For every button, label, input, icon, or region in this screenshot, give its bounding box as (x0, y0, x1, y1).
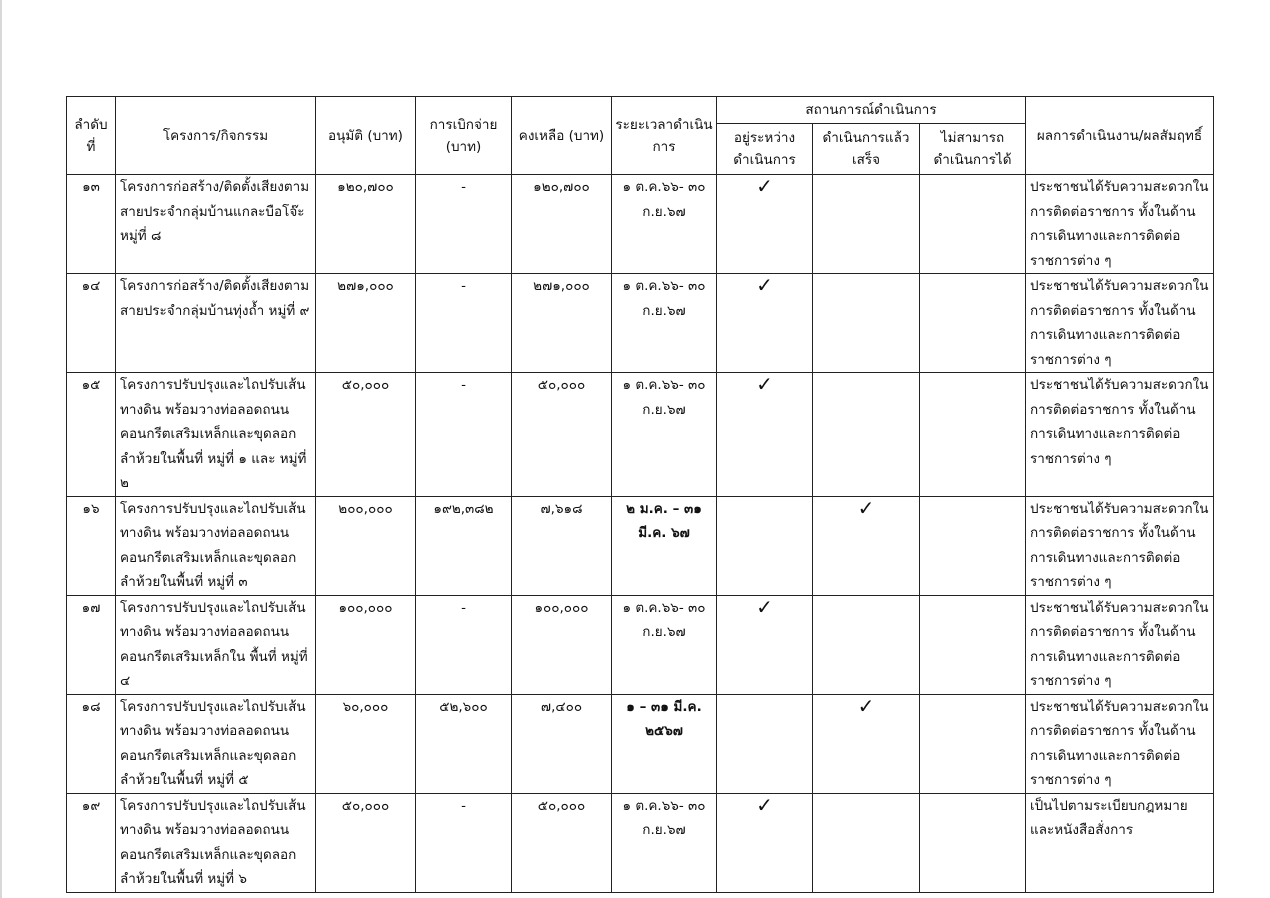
row-status-done (813, 595, 920, 694)
row-disbursed: - (416, 595, 512, 694)
row-seq: ๑๓ (67, 175, 116, 274)
row-status-ongoing (717, 496, 813, 595)
project-status-table (66, 96, 1214, 893)
page-edge (0, 0, 2, 898)
row-approved: ๑๐๐,๐๐๐ (316, 595, 416, 694)
row-result: ประชาชนได้รับความสะดวกในการติดต่อราชการ ทั้งในด้านการเดินทางและการติดต่อราชการต่าง ๆ (1026, 595, 1214, 694)
row-approved: ๑๒๐,๗๐๐ (316, 175, 416, 274)
check-mark-icon: ✓ (857, 495, 875, 520)
row-status-cannot (920, 373, 1026, 497)
row-remaining: ๗,๔๐๐ (512, 694, 612, 793)
row-status-done (813, 496, 920, 595)
row-status-done (813, 274, 920, 373)
table-row (67, 793, 1214, 892)
row-disbursed: - (416, 373, 512, 497)
row-seq: ๑๘ (67, 694, 116, 793)
table-body (67, 175, 1214, 893)
row-status-ongoing (717, 373, 813, 497)
table-row (67, 175, 1214, 274)
row-disbursed: - (416, 274, 512, 373)
row-approved: ๒๐๐,๐๐๐ (316, 496, 416, 595)
header-remaining: คงเหลือ (บาท) (512, 97, 612, 175)
row-status-ongoing (717, 694, 813, 793)
table-row (67, 496, 1214, 595)
header-status-ongoing: อยู่ระหว่างดำเนินการ (717, 124, 813, 175)
row-period: ๑ ต.ค.๖๖- ๓๐ ก.ย.๖๗ (612, 793, 717, 892)
header-approved: อนุมัติ (บาท) (316, 97, 416, 175)
check-mark-icon: ✓ (857, 693, 875, 718)
row-approved: ๕๐,๐๐๐ (316, 793, 416, 892)
row-status-cannot (920, 694, 1026, 793)
row-result: ประชาชนได้รับความสะดวกในการติดต่อราชการ ทั้งในด้านการเดินทางและการติดต่อราชการต่าง ๆ (1026, 496, 1214, 595)
row-status-cannot (920, 175, 1026, 274)
row-project: โครงการปรับปรุงและไถปรับเส้นทางดิน พร้อมวางท่อลอดถนนคอนกรีตเสริมเหล็กและขุดลอกลำห้วยในพื้นที่ หมู่ที่ ๖ (116, 793, 316, 892)
row-disbursed: ๑๙๒,๓๘๒ (416, 496, 512, 595)
row-status-cannot (920, 595, 1026, 694)
row-seq: ๑๕ (67, 373, 116, 497)
row-remaining: ๕๐,๐๐๐ (512, 373, 612, 497)
row-seq: ๑๔ (67, 274, 116, 373)
row-approved: ๕๐,๐๐๐ (316, 373, 416, 497)
table-row (67, 373, 1214, 497)
row-status-done (813, 373, 920, 497)
row-remaining: ๗,๖๑๘ (512, 496, 612, 595)
row-approved: ๖๐,๐๐๐ (316, 694, 416, 793)
row-project: โครงการก่อสร้าง/ติดตั้งเสียงตามสายประจำกลุ่มบ้านทุ่งถ้ำ หมู่ที่ ๙ (116, 274, 316, 373)
row-approved: ๒๗๑,๐๐๐ (316, 274, 416, 373)
row-period: ๑ – ๓๑ มี.ค. ๒๕๖๗ (612, 694, 717, 793)
header-project: โครงการ/กิจกรรม (116, 97, 316, 175)
row-status-done (813, 694, 920, 793)
row-status-cannot (920, 274, 1026, 373)
row-period: ๒ ม.ค. – ๓๑ มี.ค. ๖๗ (612, 496, 717, 595)
row-project: โครงการปรับปรุงและไถปรับเส้นทางดิน พร้อมวางท่อลอดถนนคอนกรีตเสริมเหล็กใน พื้นที่ หมู่ที่ ๔ (116, 595, 316, 694)
row-remaining: ๒๗๑,๐๐๐ (512, 274, 612, 373)
header-status-cannot: ไม่สามารถดำเนินการได้ (920, 124, 1026, 175)
row-disbursed: ๕๒,๖๐๐ (416, 694, 512, 793)
row-period: ๑ ต.ค.๖๖- ๓๐ ก.ย.๖๗ (612, 274, 717, 373)
table-row (67, 694, 1214, 793)
header-seq: ลำดับที่ (67, 97, 116, 175)
row-remaining: ๑๒๐,๗๐๐ (512, 175, 612, 274)
row-seq: ๑๗ (67, 595, 116, 694)
row-status-cannot (920, 793, 1026, 892)
header-disbursed: การเบิกจ่าย (บาท) (416, 97, 512, 175)
row-remaining: ๕๐,๐๐๐ (512, 793, 612, 892)
check-mark-icon: ✓ (756, 792, 773, 817)
row-status-done (813, 793, 920, 892)
row-result: ประชาชนได้รับความสะดวกในการติดต่อราชการ ทั้งในด้านการเดินทางและการติดต่อราชการต่าง ๆ (1026, 694, 1214, 793)
row-status-ongoing (717, 175, 813, 274)
header-period: ระยะเวลาดำเนินการ (612, 97, 717, 175)
row-seq: ๑๙ (67, 793, 116, 892)
row-disbursed: - (416, 793, 512, 892)
header-status-done: ดำเนินการแล้วเสร็จ (813, 124, 920, 175)
row-period: ๑ ต.ค.๖๖- ๓๐ ก.ย.๖๗ (612, 595, 717, 694)
row-disbursed: - (416, 175, 512, 274)
row-result: เป็นไปตามระเบียบกฎหมายและหนังสือสั่งการ (1026, 793, 1214, 892)
row-period: ๑ ต.ค.๖๖- ๓๐ ก.ย.๖๗ (612, 175, 717, 274)
row-status-done (813, 175, 920, 274)
table-row (67, 274, 1214, 373)
row-project: โครงการก่อสร้าง/ติดตั้งเสียงตามสายประจำกลุ่มบ้านแกละบือโจ๊ะ หมู่ที่ ๘ (116, 175, 316, 274)
header-status-group: สถานการณ์ดำเนินการ (717, 97, 1026, 124)
row-status-cannot (920, 496, 1026, 595)
check-mark-icon: ✓ (756, 273, 773, 297)
check-mark-icon: ✓ (756, 372, 773, 396)
row-status-ongoing (717, 595, 813, 694)
row-result: ประชาชนได้รับความสะดวกในการติดต่อราชการ ทั้งในด้านการเดินทางและการติดต่อราชการต่าง ๆ (1026, 274, 1214, 373)
row-status-ongoing (717, 274, 813, 373)
check-mark-icon: ✓ (756, 174, 773, 198)
row-status-ongoing (717, 793, 813, 892)
row-period: ๑ ต.ค.๖๖- ๓๐ ก.ย.๖๗ (612, 373, 717, 497)
row-project: โครงการปรับปรุงและไถปรับเส้นทางดิน พร้อมวางท่อลอดถนนคอนกรีตเสริมเหล็กและขุดลอกลำห้วยในพื้นที่ หมู่ที่ ๕ (116, 694, 316, 793)
table-row (67, 595, 1214, 694)
row-project: โครงการปรับปรุงและไถปรับเส้นทางดิน พร้อมวางท่อลอดถนนคอนกรีตเสริมเหล็กและขุดลอกลำห้วยในพื้นที่ หมู่ที่ ๓ (116, 496, 316, 595)
row-seq: ๑๖ (67, 496, 116, 595)
row-result: ประชาชนได้รับความสะดวกในการติดต่อราชการ ทั้งในด้านการเดินทางและการติดต่อราชการต่าง ๆ (1026, 373, 1214, 497)
row-remaining: ๑๐๐,๐๐๐ (512, 595, 612, 694)
header-result: ผลการดำเนินงาน/ผลสัมฤทธิ์ (1026, 97, 1214, 175)
row-result: ประชาชนได้รับความสะดวกในการติดต่อราชการ ทั้งในด้านการเดินทางและการติดต่อราชการต่าง ๆ (1026, 175, 1214, 274)
row-project: โครงการปรับปรุงและไถปรับเส้นทางดิน พร้อมวางท่อลอดถนนคอนกรีตเสริมเหล็กและขุดลอกลำห้วยในพื้นที่ หมู่ที่ ๑ และ หมู่ที่ ๒ (116, 373, 316, 497)
check-mark-icon: ✓ (756, 594, 773, 619)
